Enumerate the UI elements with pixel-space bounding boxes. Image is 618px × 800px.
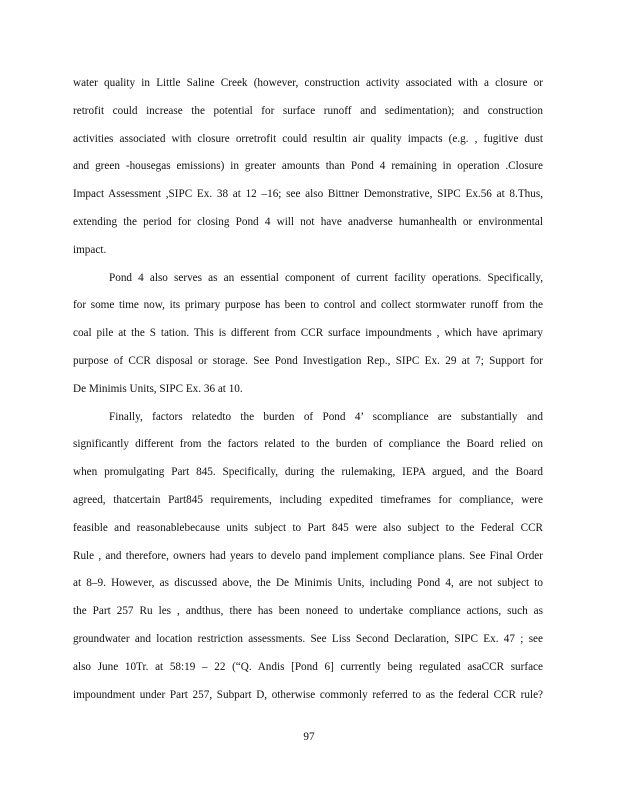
text-line: at 8–9. However, as discussed above, the De Minimis Units, including Pond 4, are not subject to <box>73 577 543 590</box>
text-line: Rule , and therefore, owners had years to develo pand implement compliance plans. See Final Order <box>73 549 543 562</box>
text-line: impact. <box>73 243 107 256</box>
text-line: impoundment under Part 257, Subpart D, otherwise commonly referred to as the federal CCR rule? <box>73 688 543 701</box>
text-line: Pond 4 also serves as an essential component of current facility operations. Specifically, <box>109 271 543 284</box>
text-line: coal pile at the S tation. This is different from CCR surface impoundments , which have aprimary <box>73 327 543 340</box>
text-line: for some time now, its primary purpose has been to control and collect stormwater runoff from the <box>73 299 543 312</box>
text-line: extending the period for closing Pond 4 will not have anadverse humanhealth or environmental <box>73 215 543 228</box>
text-line: water quality in Little Saline Creek (however, construction activity associated with a closure or <box>73 77 543 89</box>
text-line: retrofit could increase the potential for surface runoff and sedimentation); and construction <box>73 104 543 117</box>
text-line: also June 10Tr. at 58:19 – 22 (“Q. Andis [Pond 6] currently being regulated asaCCR surface <box>73 660 543 673</box>
text-line: the Part 257 Ru les , andthus, there has been noneed to undertake compliance actions, such as <box>73 605 543 618</box>
text-line: significantly different from the factors related to the burden of compliance the Board relied on <box>73 438 543 451</box>
text-line: purpose of CCR disposal or storage. See Pond Investigation Rep., SIPC Ex. 29 at 7; Support for <box>73 354 543 367</box>
text-line: groundwater and location restriction assessments. See Liss Second Declaration, SIPC Ex. 47 ; see <box>73 632 543 645</box>
body-text <box>73 70 543 737</box>
text-line: agreed, thatcertain Part845 requirements, including expedited timeframes for compliance, were <box>73 493 543 506</box>
text-line: Impact Assessment ,SIPC Ex. 38 at 12 –16; see also Bittner Demonstrative, SIPC Ex.56 at 8.Thus, <box>73 188 543 201</box>
page-number: 97 <box>303 731 315 743</box>
text-line: when promulgating Part 845. Specifically, during the rulemaking, IEPA argued, and the Board <box>73 466 543 479</box>
text-line: De Minimis Units, SIPC Ex. 36 at 10. <box>73 382 243 395</box>
text-line: activities associated with closure orretrofit could resultin air quality impacts (e.g. , fugitive dust <box>73 132 543 145</box>
text-line: Finally, factors relatedto the burden of Pond 4’ scompliance are substantially and <box>109 410 543 423</box>
text-line: feasible and reasonablebecause units subject to Part 845 were also subject to the Federal CCR <box>73 521 543 534</box>
text-line: and green -housegas emissions) in greater amounts than Pond 4 remaining in operation .Closure <box>73 160 543 173</box>
